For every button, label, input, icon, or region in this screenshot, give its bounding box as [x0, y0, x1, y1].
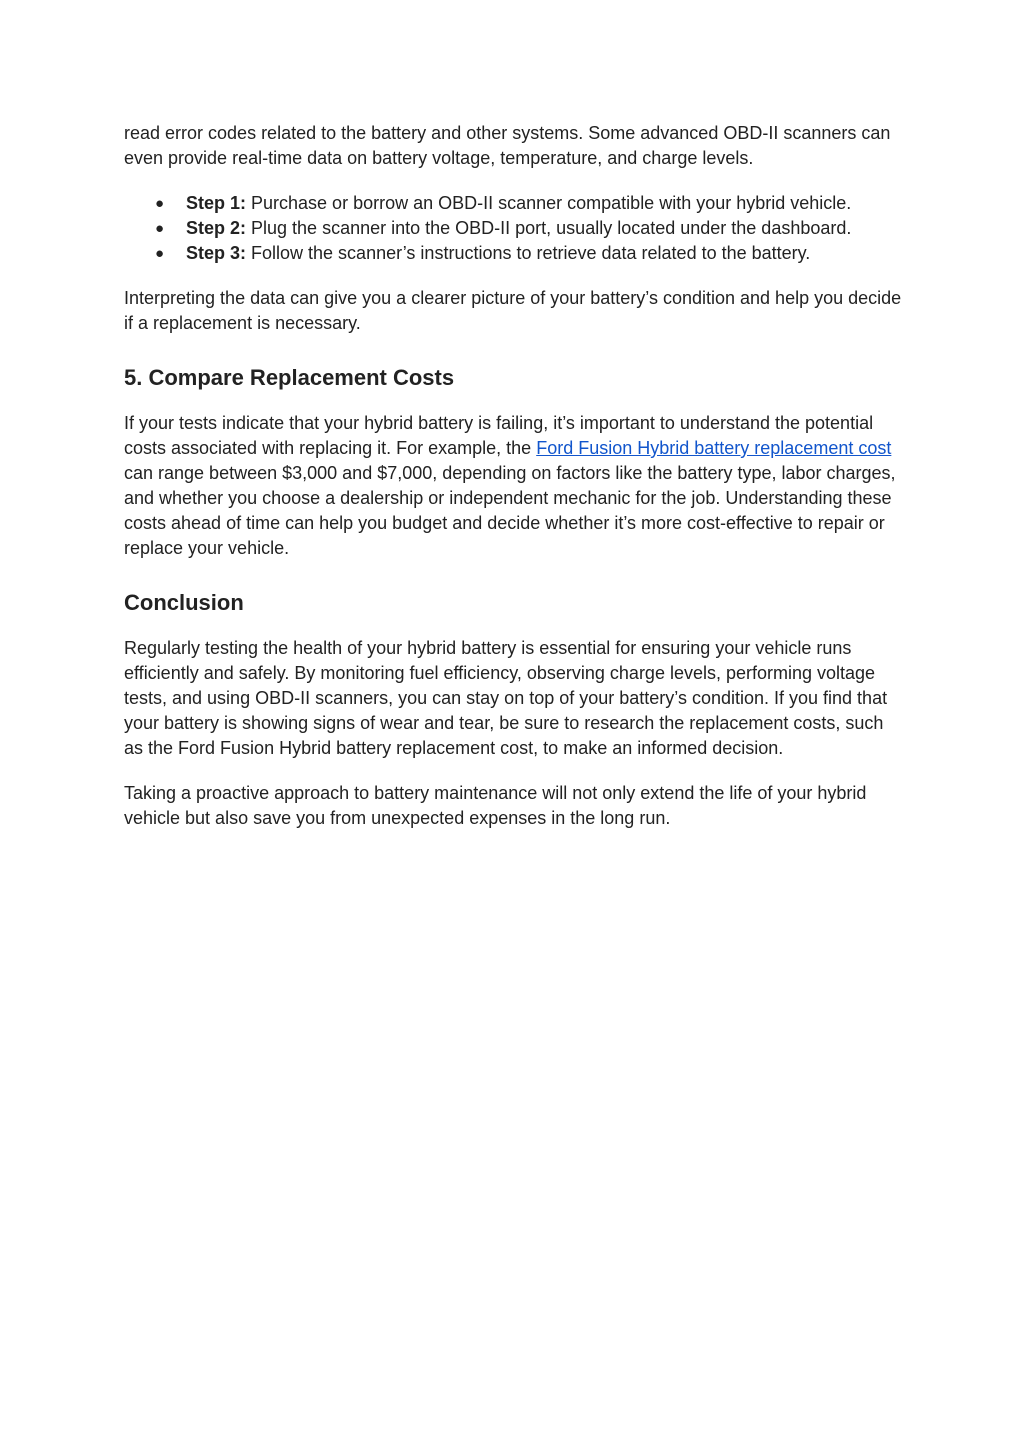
bullet-icon: ● — [155, 245, 165, 262]
step-label: Step 1: — [186, 193, 247, 213]
costs-paragraph — [124, 411, 904, 561]
step-label: Step 3: — [186, 243, 247, 263]
list-item-step-1 — [124, 191, 904, 216]
steps-list — [124, 191, 904, 266]
interpret-paragraph: Interpreting the data can give you a clearer picture of your battery’s condition and help you decide if a replacement is necessary. — [124, 288, 902, 333]
bullet-icon: ● — [155, 195, 165, 212]
list-item-step-3 — [124, 241, 904, 266]
section-heading-costs: 5. Compare Replacement Costs — [124, 365, 455, 390]
costs-text-before-link: If your tests indicate that your hybrid battery is failing, it’s important to understand the potential costs associated with replacing it. For example, the — [124, 413, 874, 458]
costs-text-after-link: can range between $3,000 and $7,000, depending on factors like the battery type, labor charges, and whether you choose a dealership or independent mechanic for the job. Understanding these costs ahead of time can help you budget and decide whether it’s more cost-effective to repair or replace your vehicle. — [124, 463, 896, 558]
conclusion-paragraph-1: Regularly testing the health of your hybrid battery is essential for ensuring your vehicle runs efficiently and safely. By monitoring fuel efficiency, observing charge levels, performing voltage tests, and using OBD-II scanners, you can stay on top of your battery’s condition. If you find that your battery is showing signs of wear and tear, be sure to research the replacement costs, such as the Ford Fusion Hybrid battery replacement cost, to make an informed decision. — [124, 638, 888, 758]
step-text: Follow the scanner’s instructions to retrieve data related to the battery. — [246, 243, 811, 263]
step-text: Purchase or borrow an OBD-II scanner compatible with your hybrid vehicle. — [246, 193, 852, 213]
list-item-step-2 — [124, 216, 904, 241]
section-heading-conclusion: Conclusion — [124, 590, 244, 615]
step-text: Plug the scanner into the OBD-II port, usually located under the dashboard. — [246, 218, 852, 238]
step-label: Step 2: — [186, 218, 247, 238]
conclusion-paragraph-2: Taking a proactive approach to battery maintenance will not only extend the life of your hybrid vehicle but also save you from unexpected expenses in the long run. — [124, 783, 867, 828]
bullet-icon: ● — [155, 220, 165, 237]
document-page — [124, 121, 904, 831]
ford-fusion-cost-link[interactable]: Ford Fusion Hybrid battery replacement cost — [536, 438, 892, 458]
intro-paragraph: read error codes related to the battery and other systems. Some advanced OBD-II scanners can even provide real-time data on battery voltage, temperature, and charge levels. — [124, 123, 891, 168]
